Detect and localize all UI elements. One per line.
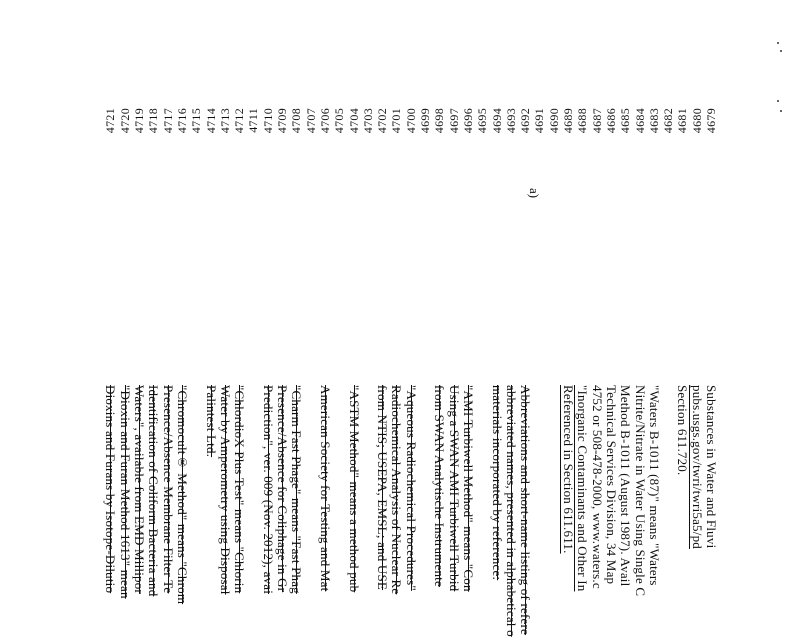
document-text-line: "ChlordioX Plus Test" means "Chlorin (232, 385, 247, 594)
line-number: 4721 (103, 108, 117, 134)
line-number: 4707 (304, 108, 318, 134)
scan-speck (777, 42, 779, 44)
document-text-line: from SWAN Analytische Instrumente (432, 385, 447, 587)
line-number: 4710 (261, 108, 275, 134)
line-number: 4697 (447, 108, 461, 134)
line-number: 4698 (432, 108, 446, 134)
line-number: 4715 (189, 108, 203, 134)
line-number: 4699 (418, 108, 432, 134)
line-number: 4689 (561, 108, 575, 134)
line-number: 4695 (475, 108, 489, 134)
document-text-line: "Charm Fast Phage" means "Fast Phag (289, 385, 304, 594)
line-number: 4711 (246, 108, 260, 133)
line-number: 4687 (590, 108, 604, 134)
line-number: 4704 (347, 108, 361, 134)
document-text-line: Technical Services Division, 34 Map (604, 385, 619, 585)
document-text-line: 4752 or 508-478-2000, www.waters.c (590, 385, 605, 589)
document-text-line: pubs.usgs.gov/twri/twri5a5/pd (690, 385, 705, 549)
document-text-line: Identification of Coliform Bacteria and (146, 385, 161, 597)
line-number: 4691 (532, 108, 546, 134)
line-number: 4701 (389, 108, 403, 134)
document-text-line: Waters", available from EMD Millipor (132, 385, 147, 594)
list-marker: a) (527, 188, 542, 199)
document-text-line: "AMI Turbiwell Method" means "Con (461, 385, 476, 592)
line-number: 4700 (404, 108, 418, 134)
line-number: 4716 (175, 108, 189, 134)
document-text-line: Presence/Absence for Coliphage in Gr (275, 385, 290, 593)
scan-speck (780, 50, 782, 52)
document-text-line: "Chromocult® Method" means "Chrom (175, 385, 190, 605)
document-text-line: Abbreviations and short-name listing of refere (518, 385, 533, 635)
document-text-line: Radiochemical Analysis of Nuclear Re (389, 385, 404, 595)
scan-speck (780, 110, 782, 112)
line-number: 4685 (618, 108, 632, 134)
document-text-line: Using a SWAN AMI Turbiwell Turbid (447, 385, 462, 592)
line-number: 4709 (275, 108, 289, 134)
document-text-line: Substances in Water and Fluvi (704, 385, 719, 549)
line-number: 4708 (289, 108, 303, 134)
document-text-line: "Aqueous Radiochemical Procedures" (404, 385, 419, 591)
document-text-line: "ASTM Method" means a method pub (347, 385, 362, 593)
line-number: 4694 (490, 108, 504, 134)
line-number: 4718 (146, 108, 160, 134)
document-text-line: Palintest Ltd. (204, 385, 219, 458)
document-text-line: American Society for Testing and Mat (318, 385, 333, 592)
document-text-line: abbreviated names, presented in alphabetical o (504, 385, 519, 637)
line-number: 4684 (633, 108, 647, 134)
line-number: 4690 (547, 108, 561, 134)
line-number: 4712 (232, 108, 246, 134)
document-text-line: from NTIS; USEPA, EMSL; and USE (375, 385, 390, 591)
line-number: 4713 (218, 108, 232, 134)
document-text-line: Section 611.720. (675, 385, 690, 476)
line-number: 4686 (604, 108, 618, 134)
line-number: 4719 (132, 108, 146, 134)
document-text-line: "Dioxin and Furan Method 1613" mean (118, 385, 133, 599)
document-text-line: Referenced in Section 611.611. (561, 385, 576, 554)
line-number: 4703 (361, 108, 375, 134)
line-number: 4681 (675, 108, 689, 134)
document-text-line: "Waters B-1011 (87)" means "Waters (647, 385, 662, 586)
line-number: 4696 (461, 108, 475, 134)
line-number: 4682 (661, 108, 675, 134)
line-number: 4683 (647, 108, 661, 134)
line-number: 4680 (690, 108, 704, 134)
line-number: 4706 (318, 108, 332, 134)
line-number: 4692 (518, 108, 532, 134)
document-text-line: Presence/Absence Membrane Filter Te (161, 385, 176, 594)
line-number: 4705 (332, 108, 346, 134)
document-text-line: materials incorporated by reference: (490, 385, 505, 581)
document-text-line: Water by Amperometry using Disposal (218, 385, 233, 595)
document-text-line: Dioxins and Furans by Isotope-Dilutio (103, 385, 118, 594)
line-number: 4693 (504, 108, 518, 134)
line-number: 4720 (118, 108, 132, 134)
document-text-line: "Inorganic Contaminants and Other In (575, 385, 590, 592)
line-number: 4702 (375, 108, 389, 134)
document-text-line: Method B-1011 (August 1987). Avail (618, 385, 633, 587)
line-number: 4688 (575, 108, 589, 134)
line-number: 4717 (161, 108, 175, 134)
line-number: 4714 (204, 108, 218, 134)
document-text-line: Nitrite/Nitrate in Water Using Single C (633, 385, 648, 597)
document-text-line: Prediction", ver. 009 (Nov. 2012), avai (261, 385, 276, 595)
line-number: 4679 (704, 108, 718, 134)
scan-speck (777, 100, 779, 102)
